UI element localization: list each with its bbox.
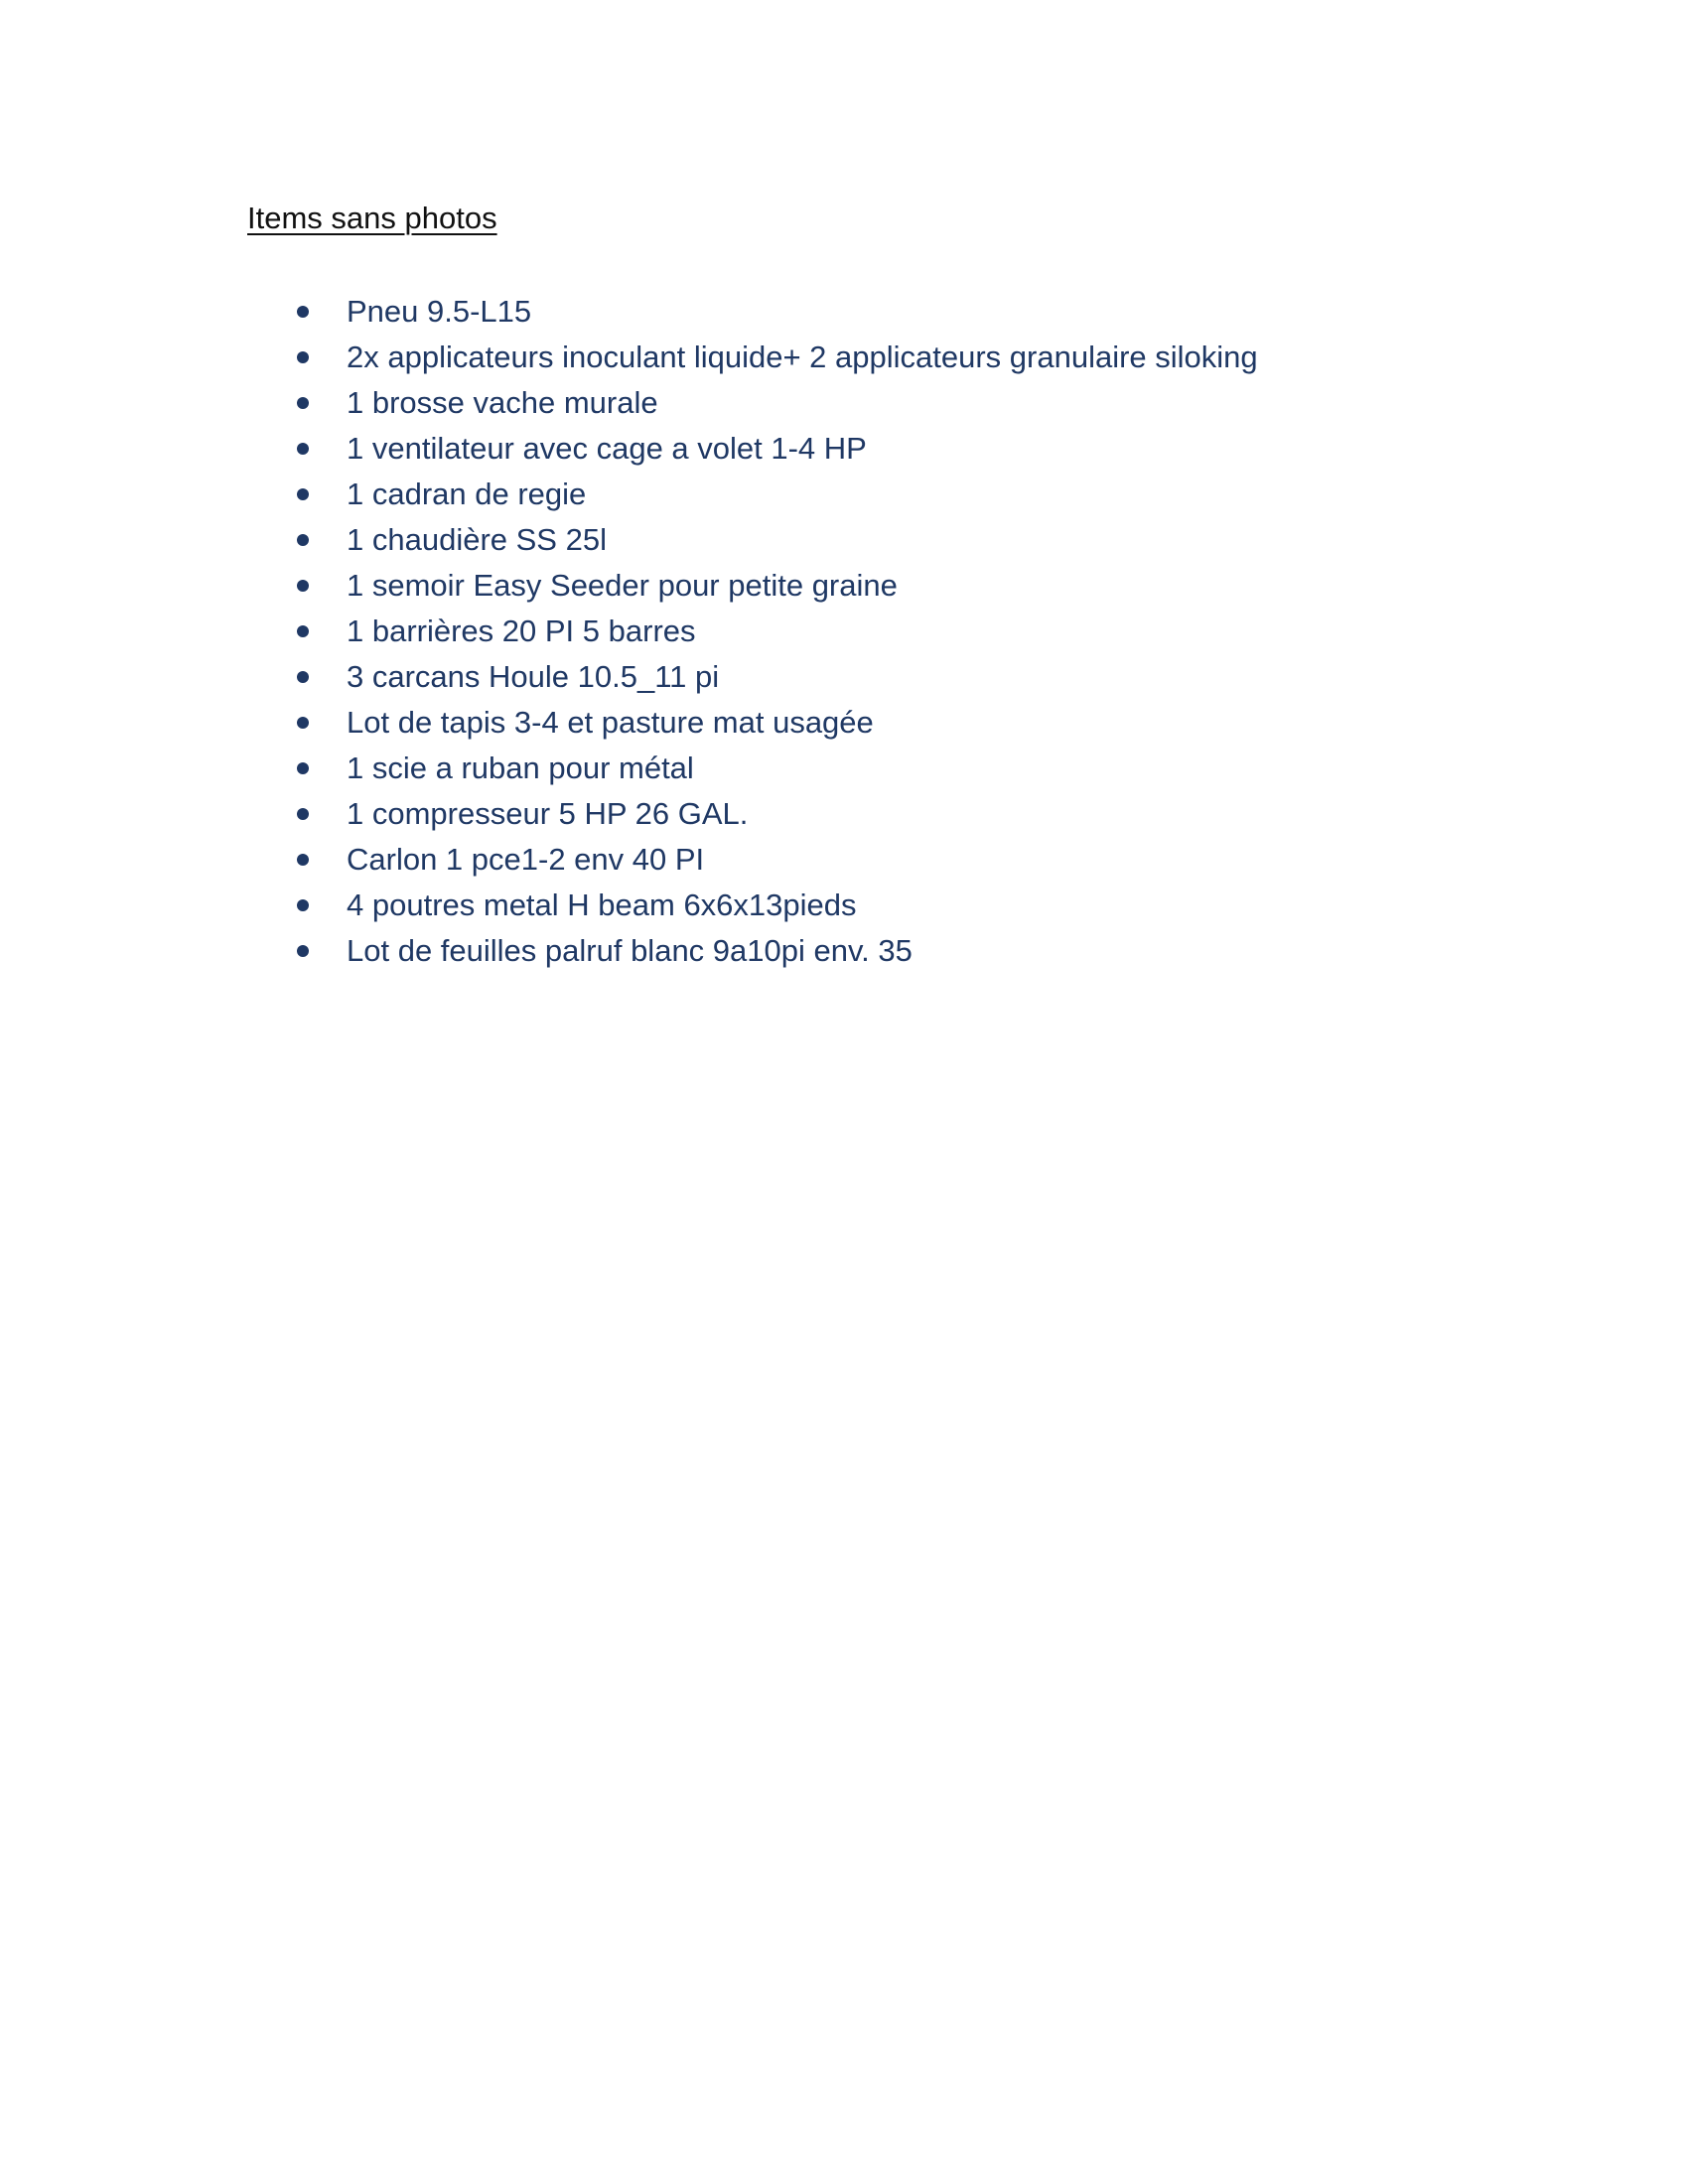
list-item-text: 1 barrières 20 PI 5 barres bbox=[347, 614, 696, 648]
bullet-icon bbox=[297, 443, 309, 455]
list-item-text: 1 ventilateur avec cage a volet 1-4 HP bbox=[347, 431, 867, 466]
list-item-text: 1 cadran de regie bbox=[347, 477, 587, 511]
bullet-icon bbox=[297, 808, 309, 820]
list-item-text: 1 scie a ruban pour métal bbox=[347, 751, 694, 785]
list-item-text: 1 brosse vache murale bbox=[347, 385, 658, 420]
bullet-icon bbox=[297, 671, 309, 683]
bullet-icon bbox=[297, 717, 309, 729]
list-item-text: 3 carcans Houle 10.5_11 pi bbox=[347, 659, 720, 694]
bullet-icon bbox=[297, 945, 309, 957]
list-item-text: 1 chaudière SS 25l bbox=[347, 522, 607, 557]
list-item-text: Lot de tapis 3-4 et pasture mat usagée bbox=[347, 705, 874, 740]
list-item-text: 2x applicateurs inoculant liquide+ 2 applicateurs granulaire siloking bbox=[347, 340, 1258, 374]
bullet-icon bbox=[297, 351, 309, 363]
list-item-text: Carlon 1 pce1-2 env 40 PI bbox=[347, 842, 705, 877]
bullet-icon bbox=[297, 854, 309, 866]
bullet-icon bbox=[297, 534, 309, 546]
list-item-text: Lot de feuilles palruf blanc 9a10pi env. 35 bbox=[347, 933, 913, 968]
bullet-icon bbox=[297, 580, 309, 592]
bullet-icon bbox=[297, 625, 309, 637]
list-item-text: 1 compresseur 5 HP 26 GAL. bbox=[347, 796, 749, 831]
list-item-text: Pneu 9.5-L15 bbox=[347, 294, 532, 329]
bullet-icon bbox=[297, 762, 309, 774]
bullet-icon bbox=[297, 899, 309, 911]
bullet-icon bbox=[297, 306, 309, 318]
list-item-text: 4 poutres metal H beam 6x6x13pieds bbox=[347, 887, 857, 922]
list-item-text: 1 semoir Easy Seeder pour petite graine bbox=[347, 568, 898, 603]
bullet-icon bbox=[297, 397, 309, 409]
bullet-icon bbox=[297, 488, 309, 500]
page-heading: Items sans photos bbox=[247, 201, 497, 235]
